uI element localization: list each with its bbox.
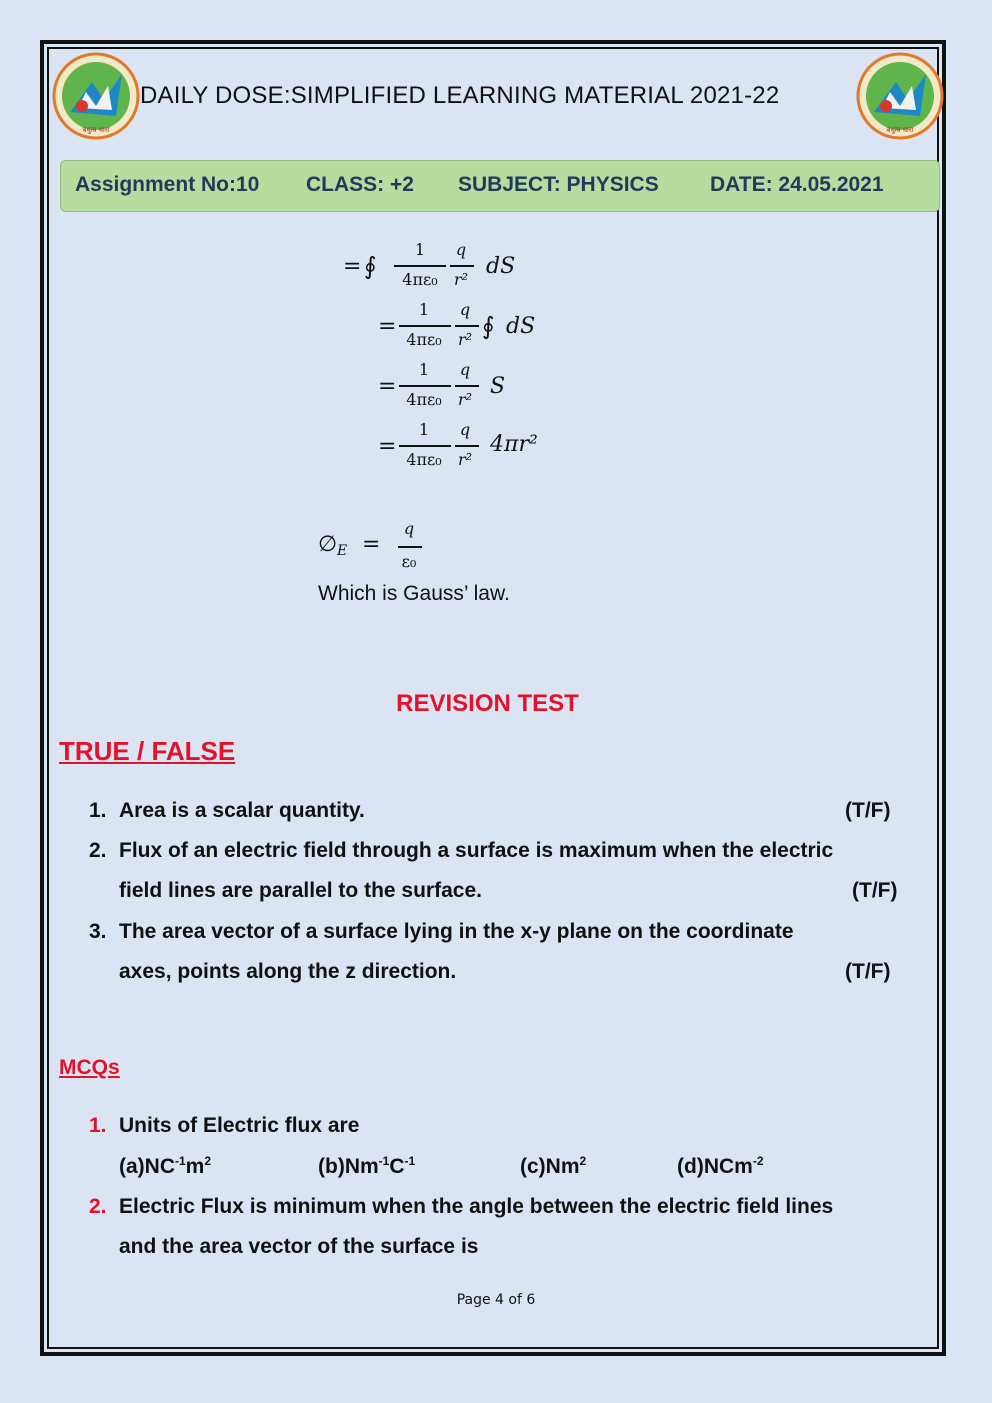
school-logo-right: [856, 52, 944, 140]
page-number: Page 4 of 6: [456, 1292, 536, 1308]
tf-marker: (T/F): [845, 960, 891, 983]
mcq-option-c: (c)Nm$^2$: [520, 1154, 587, 1178]
school-logo-left: [52, 52, 140, 140]
contour-integral-symbol: ∮: [364, 252, 377, 280]
assignment-bar: [60, 160, 940, 212]
tf-marker: (T/F): [845, 799, 891, 822]
mcq-option-a: $(a)NC^{-1}m^2$: [119, 1154, 212, 1178]
mcq-option-b: $(b)Nm^{-1}C^{-1}$: [318, 1154, 416, 1178]
svg-text:बंधुत्व धारा: बंधुत्व धारा: [82, 126, 110, 134]
assignment-number: Assignment No:10: [75, 173, 260, 196]
assignment-class: CLASS: +2: [306, 173, 414, 196]
revision-test-title: REVISION TEST: [396, 690, 579, 717]
assignment-date: DATE: 24.05.2021: [710, 173, 884, 196]
gauss-law-caption: Which is Gauss’ law.: [318, 582, 510, 605]
mcqs-heading: MCQs: [59, 1056, 120, 1079]
tf-marker: (T/F): [852, 879, 898, 902]
mcq-option-d: (d)NCm$^{-2}$: [677, 1154, 764, 1178]
svg-text:बंधुत्व धारा: बंधुत्व धारा: [886, 126, 914, 134]
assignment-subject: SUBJECT: PHYSICS: [458, 173, 659, 196]
header-title: DAILY DOSE:SIMPLIFIED LEARNING MATERIAL 2021-22: [140, 82, 780, 109]
true-false-heading: TRUE / FALSE: [59, 736, 236, 766]
